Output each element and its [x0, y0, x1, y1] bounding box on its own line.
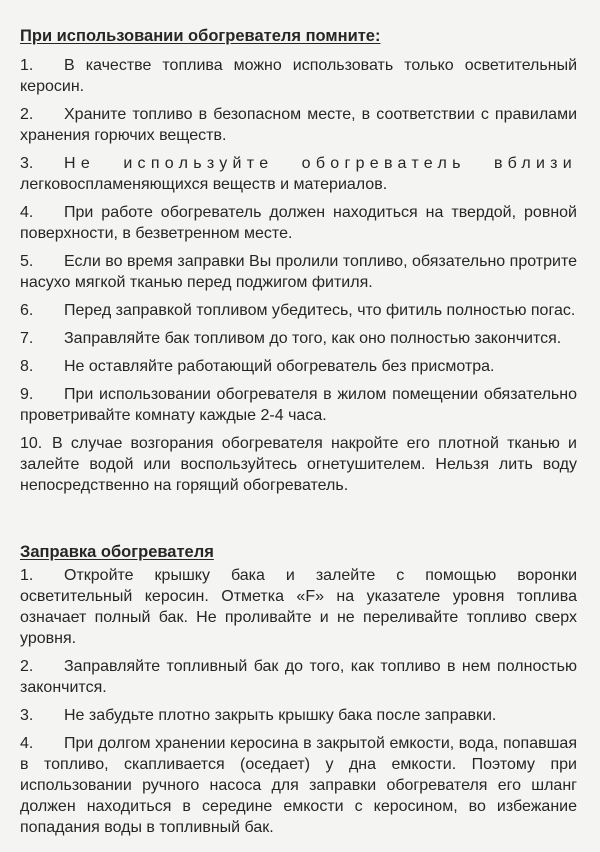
item-number: 8.: [20, 358, 34, 375]
item-text: Заправляйте топливный бак до того, как топливо в нем полностью закончится.: [20, 658, 577, 696]
item-number: 4.: [20, 204, 34, 221]
list-item: [20, 55, 577, 97]
list-item: [20, 433, 577, 496]
list-item: [20, 733, 577, 838]
list-item: [20, 300, 577, 321]
list-item: [20, 328, 577, 349]
item-text: При использовании обогревателя в жилом помещении обязательно проветривайте комнату каждые 2-4 часа.: [20, 386, 577, 424]
safety-list: [20, 55, 577, 496]
list-item: [20, 384, 577, 426]
list-item: [20, 104, 577, 146]
item-number: 6.: [20, 302, 34, 319]
item-number: 1.: [20, 57, 34, 74]
item-text: Если во время заправки Вы пролили топливо, обязательно протрите насухо мягкой тканью перед поджигом фитиля.: [20, 253, 577, 291]
refueling-title: Заправка обогревателя: [20, 543, 214, 561]
item-text: Не забудьте плотно закрыть крышку бака после заправки.: [64, 707, 497, 724]
item-number: 3.: [20, 707, 34, 724]
item-text: Перед заправкой топливом убедитесь, что фитиль полностью погас.: [64, 302, 576, 319]
item-number: 1.: [20, 567, 34, 584]
list-item: [20, 356, 577, 377]
item-text: При работе обогреватель должен находиться на твердой, ровной поверхности, в безветренном месте.: [20, 204, 577, 242]
item-number: 10.: [20, 435, 43, 452]
list-item: [20, 565, 577, 649]
item-number: 2.: [20, 658, 34, 675]
item-number: 4.: [20, 735, 34, 752]
item-number: 2.: [20, 106, 34, 123]
item-text: Не оставляйте работающий обогреватель без присмотра.: [64, 358, 495, 375]
list-item: [20, 202, 577, 244]
item-text: Заправляйте бак топливом до того, как оно полностью закончится.: [64, 330, 562, 347]
item-number: 5.: [20, 253, 34, 270]
item-text: При долгом хранении керосина в закрытой емкости, вода, попавшая в топливо, скапливается (оседает) у дна емкости. Поэтому при использовании ручного насоса для заправки обогревателя его шланг должен находиться в середине емкости с керосином, во избежание попадания воды в топливный бак.: [20, 735, 577, 836]
refueling-list: [20, 565, 577, 838]
item-text: легковоспламеняющихся веществ и материалов.: [20, 176, 388, 193]
item-text-spaced: Не используйте обогреватель вблизи: [64, 155, 577, 172]
list-item: [20, 251, 577, 293]
safety-section: [20, 25, 577, 496]
list-item: [20, 656, 577, 698]
item-text: В качестве топлива можно использовать только осветительный керосин.: [20, 57, 577, 95]
item-number: 9.: [20, 386, 34, 403]
item-text: В случае возгорания обогревателя накройте его плотной тканью и залейте водой или воспользуйтесь огнетушителем. Нельзя лить воду непосредственно на горящий обогреватель.: [20, 435, 577, 494]
list-item: [20, 153, 577, 195]
item-text: Храните топливо в безопасном месте, в соответствии с правилами хранения горючих веществ.: [20, 106, 577, 144]
item-number: 7.: [20, 330, 34, 347]
item-number: 3.: [20, 155, 34, 172]
item-text: Откройте крышку бака и залейте с помощью воронки осветительный керосин. Отметка «F» на указателе уровня топлива означает полный бак. Не проливайте и не переливайте топливо сверх уровня.: [20, 567, 577, 647]
safety-title: При использовании обогревателя помните:: [20, 27, 381, 45]
list-item: [20, 705, 577, 726]
refueling-section: [20, 541, 577, 838]
